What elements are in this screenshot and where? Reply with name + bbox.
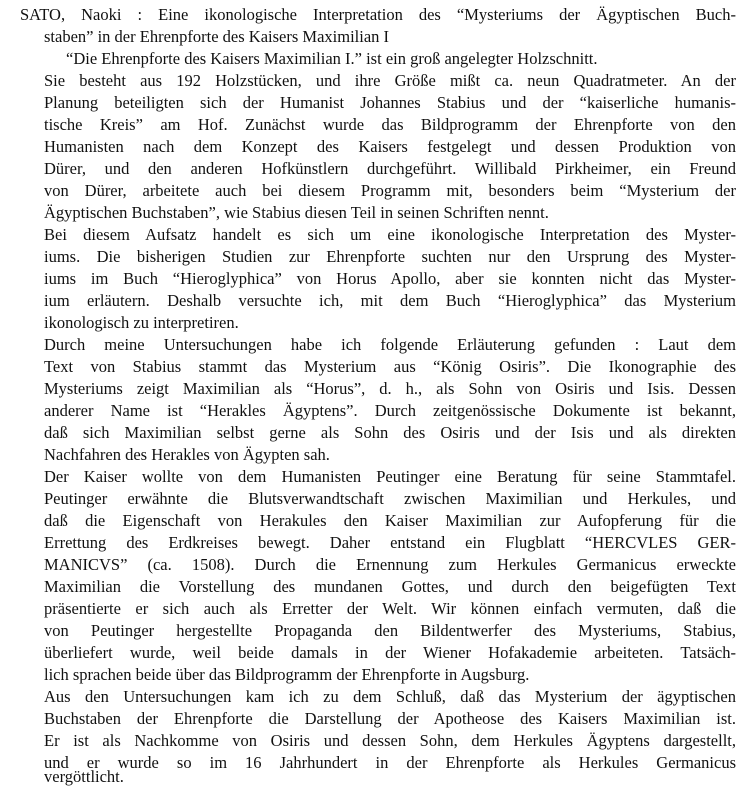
body-line: Maximilian die Vorstellung des mundanen Gottes, und durch den beigefügten Text (44, 577, 736, 596)
body-line: MANICVS” (ca. 1508). Durch die Ernennung zum Herkules Germanicus erweckte (44, 555, 736, 574)
body-line: ium erläutern. Deshalb versuchte ich, mit dem Buch “Hieroglyphica” das Mysterium (44, 291, 736, 310)
body-line: vergöttlicht. (44, 767, 124, 786)
body-line: von Peutinger hergestellte Propaganda den Bildentwerfer des Mysteriums, Stabius, (44, 621, 736, 640)
body-line: und er wurde so im 16 Jahrhundert in der Ehrenpforte als Herkules Germanicus (44, 753, 736, 772)
body-line: anderer Name ist “Herakles Ägyptens”. Durch zeitgenössische Dokumente ist bekannt, (44, 401, 736, 420)
body-line: daß die Eigenschaft von Herakules den Kaiser Maximilian zur Aufopferung für die (44, 511, 736, 530)
body-line: Errettung des Erdkreises bewegt. Daher entstand ein Flugblatt “HERCVLES GER- (44, 533, 736, 552)
body-line: “Die Ehrenpforte des Kaisers Maximilian I.” ist ein groß angelegter Holzschnitt. (66, 49, 598, 68)
body-line: lich sprachen beide über das Bildprogramm der Ehrenpforte in Augsburg. (44, 665, 530, 684)
body-line: tische Kreis” am Hof. Zunächst wurde das Bildprogramm der Ehrenpforte von den (44, 115, 736, 134)
body-line: Mysteriums zeigt Maximilian als “Horus”, d. h., als Sohn von Osiris und Isis. Dessen (44, 379, 736, 398)
body-line: Er ist als Nachkomme von Osiris und dessen Sohn, dem Herkules Ägyptens dargestellt, (44, 731, 736, 750)
title-line-1: SATO, Naoki : Eine ikonologische Interpretation des “Mysteriums der Ägyptischen Buch- (20, 5, 736, 24)
body-line: iums. Die bisherigen Studien zur Ehrenpforte suchten nur den Ursprung des Myster- (44, 247, 736, 266)
title-line-2: staben” in der Ehrenpforte des Kaisers Maximilian I (44, 27, 390, 46)
body-line: Text von Stabius stammt das Mysterium aus “König Osiris”. Die Ikonographie des (44, 357, 736, 376)
body-line: Nachfahren des Herakles von Ägypten sah. (44, 445, 330, 464)
body-line: von Dürer, arbeitete auch bei diesem Programm mit, besonders beim “Mysterium der (44, 181, 736, 200)
body-line: daß sich Maximilian selbst gerne als Sohn des Osiris und der Isis und als direkten (44, 423, 736, 442)
body-line: Bei diesem Aufsatz handelt es sich um eine ikonologische Interpretation des Myster- (44, 225, 736, 244)
body-line: Durch meine Untersuchungen habe ich folgende Erläuterung gefunden : Laut dem (44, 335, 736, 354)
body-line: Aus den Untersuchungen kam ich zu dem Schluß, daß das Mysterium der ägyptischen (44, 687, 736, 706)
body-line: Humanisten nach dem Konzept des Kaisers festgelegt und dessen Produktion von (44, 137, 736, 156)
body-line: Dürer, und den anderen Hofkünstlern durchgeführt. Willibald Pirkheimer, ein Freund (44, 159, 736, 178)
body-line: Planung beteiligten sich der Humanist Johannes Stabius und der “kaiserliche humanis- (44, 93, 736, 112)
body-line: präsentierte er sich auch als Erretter der Welt. Wir können einfach vermuten, daß die (44, 599, 736, 618)
body-line: Sie besteht aus 192 Holzstücken, und ihre Größe mißt ca. neun Quadratmeter. An der (44, 71, 736, 90)
body-line: iums im Buch “Hieroglyphica” von Horus Apollo, aber sie konnten nicht das Myster- (44, 269, 736, 288)
body-line: überliefert wurde, weil beide damals in der Wiener Hofakademie arbeiteten. Tatsäch- (44, 643, 736, 662)
body-line: Buchstaben der Ehrenpforte die Darstellung der Apotheose des Kaisers Maximilian ist. (44, 709, 736, 728)
body-line: Peutinger erwähnte die Blutsverwandtschaft zwischen Maximilian und Herkules, und (44, 489, 736, 508)
body-line: Ägyptischen Buchstaben”, wie Stabius diesen Teil in seinen Schriften nennt. (44, 203, 549, 222)
body-line: ikonologisch zu interpretiren. (44, 313, 239, 332)
body-line: Der Kaiser wollte von dem Humanisten Peutinger eine Beratung für seine Stammtafel. (44, 467, 736, 486)
